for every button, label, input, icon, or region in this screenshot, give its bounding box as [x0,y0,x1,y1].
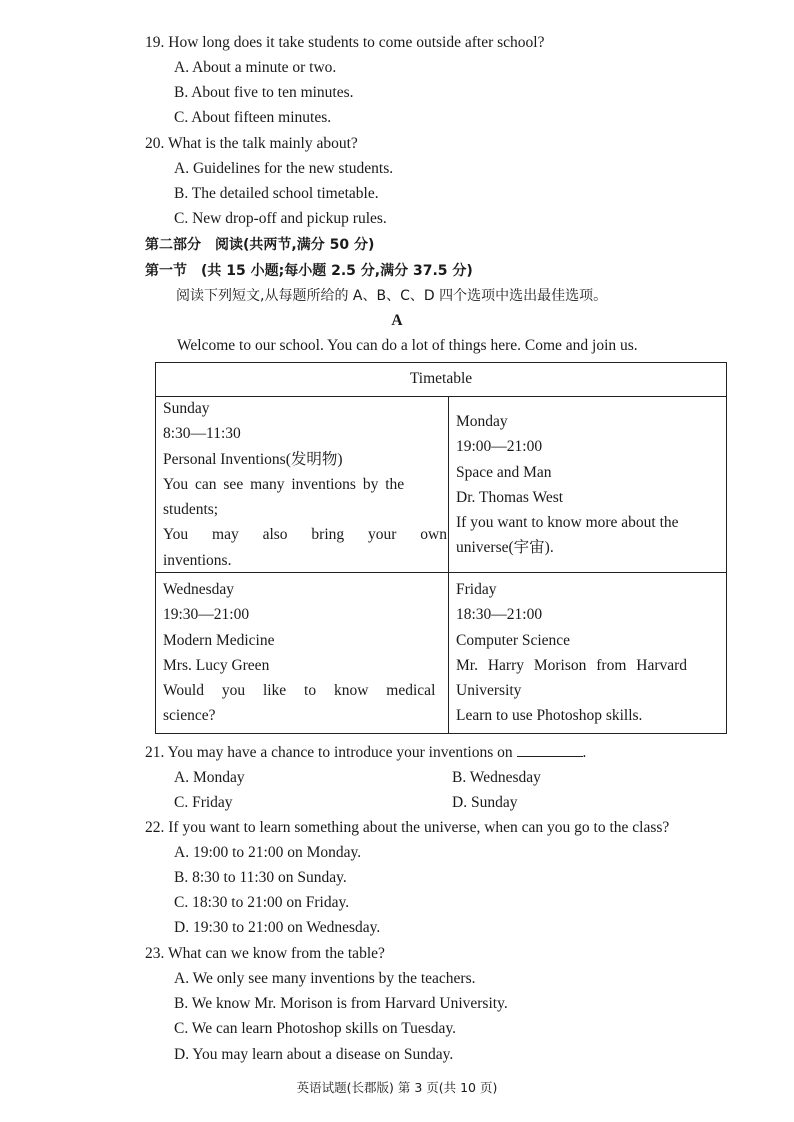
cell-teacher: Dr. Thomas West [456,488,564,506]
question-20-option-a: A. Guidelines for the new students. [174,160,394,177]
cell-teacher: Mr. Harry Morison from Harvard [456,656,688,674]
cell-time: 19:30—21:00 [163,606,250,624]
question-21-stem [145,742,586,763]
question-21-option-d: D. Sunday [452,794,518,811]
question-22-option-d: D. 19:30 to 21:00 on Wednesday. [174,919,381,936]
passage-letter: A [391,312,403,329]
question-21-text: 21. You may have a chance to introduce your inventions on [145,744,513,761]
question-21-option-b: B. Wednesday [452,769,541,786]
cell-time: 18:30—21:00 [456,606,543,624]
cell-topic: Personal Inventions(发明物) [163,450,343,468]
question-19-stem: 19. How long does it take students to come outside after school? [145,34,545,51]
cell-line: University [456,682,522,700]
answer-blank [517,742,583,757]
cell-day: Wednesday [163,581,235,598]
question-23-option-b: B. We know Mr. Morison is from Harvard University. [174,995,508,1012]
cell-teacher: Mrs. Lucy Green [163,656,270,674]
question-23-option-a: A. We only see many inventions by the teachers. [174,970,476,987]
part-title: 第二部分 阅读(共两节,满分 50 分) [145,237,375,253]
cell-time: 8:30—11:30 [163,425,241,443]
cell-line: You can see many inventions by the [163,475,405,493]
question-21-end: . [582,744,587,761]
question-23-stem: 23. What can we know from the table? [145,945,385,962]
cell-line: Learn to use Photoshop skills. [456,707,643,725]
question-23-option-c: C. We can learn Photoshop skills on Tuesday. [174,1020,457,1037]
reading-instruction: 阅读下列短文,从每题所给的 A、B、C、D 四个选项中选出最佳选项。 [176,288,608,304]
question-22-option-b: B. 8:30 to 11:30 on Sunday. [174,869,347,886]
timetable-cell-monday [456,409,722,561]
timetable-cell-wednesday [163,577,443,729]
question-21-option-c: C. Friday [174,794,233,811]
cell-topic: Space and Man [456,463,552,481]
timetable-cell-sunday [163,396,447,573]
question-21-option-a: A. Monday [174,769,245,786]
question-20-stem: 20. What is the talk mainly about? [145,135,358,152]
page-footer: 英语试题(长郡版) 第 3 页(共 10 页) [296,1080,498,1095]
cell-line: If you want to know more about the [456,514,679,532]
cell-topic: Computer Science [456,631,571,649]
question-23-option-d: D. You may learn about a disease on Sunday. [174,1046,454,1063]
question-19-option-c: C. About fifteen minutes. [174,109,332,126]
cell-day: Sunday [163,400,210,417]
question-19-option-b: B. About five to ten minutes. [174,84,354,101]
passage-intro: Welcome to our school. You can do a lot of things here. Come and join us. [177,337,638,354]
timetable [155,362,727,734]
timetable-title: Timetable [156,363,726,397]
cell-day: Monday [456,413,508,430]
cell-line: Would you like to know medical [163,682,436,700]
cell-time: 19:00—21:00 [456,438,543,456]
cell-topic: Modern Medicine [163,631,275,649]
question-19-option-a: A. About a minute or two. [174,59,337,76]
question-20-option-b: B. The detailed school timetable. [174,185,379,202]
timetable-cell-friday [456,577,722,729]
cell-line: inventions. [163,551,232,569]
cell-line: You may also bring your own [163,526,447,544]
cell-line: science? [163,707,216,725]
cell-day: Friday [456,581,497,598]
section-subtitle: 第一节 (共 15 小题;每小题 2.5 分,满分 37.5 分) [145,263,473,279]
question-22-option-a: A. 19:00 to 21:00 on Monday. [174,844,362,861]
column-divider [448,396,449,733]
question-22-option-c: C. 18:30 to 21:00 on Friday. [174,894,350,911]
cell-line: students; [163,501,219,519]
question-20-option-c: C. New drop-off and pickup rules. [174,210,387,227]
cell-line: universe(宇宙). [456,539,554,557]
question-22-stem: 22. If you want to learn something about the universe, when can you go to the class? [145,819,670,836]
